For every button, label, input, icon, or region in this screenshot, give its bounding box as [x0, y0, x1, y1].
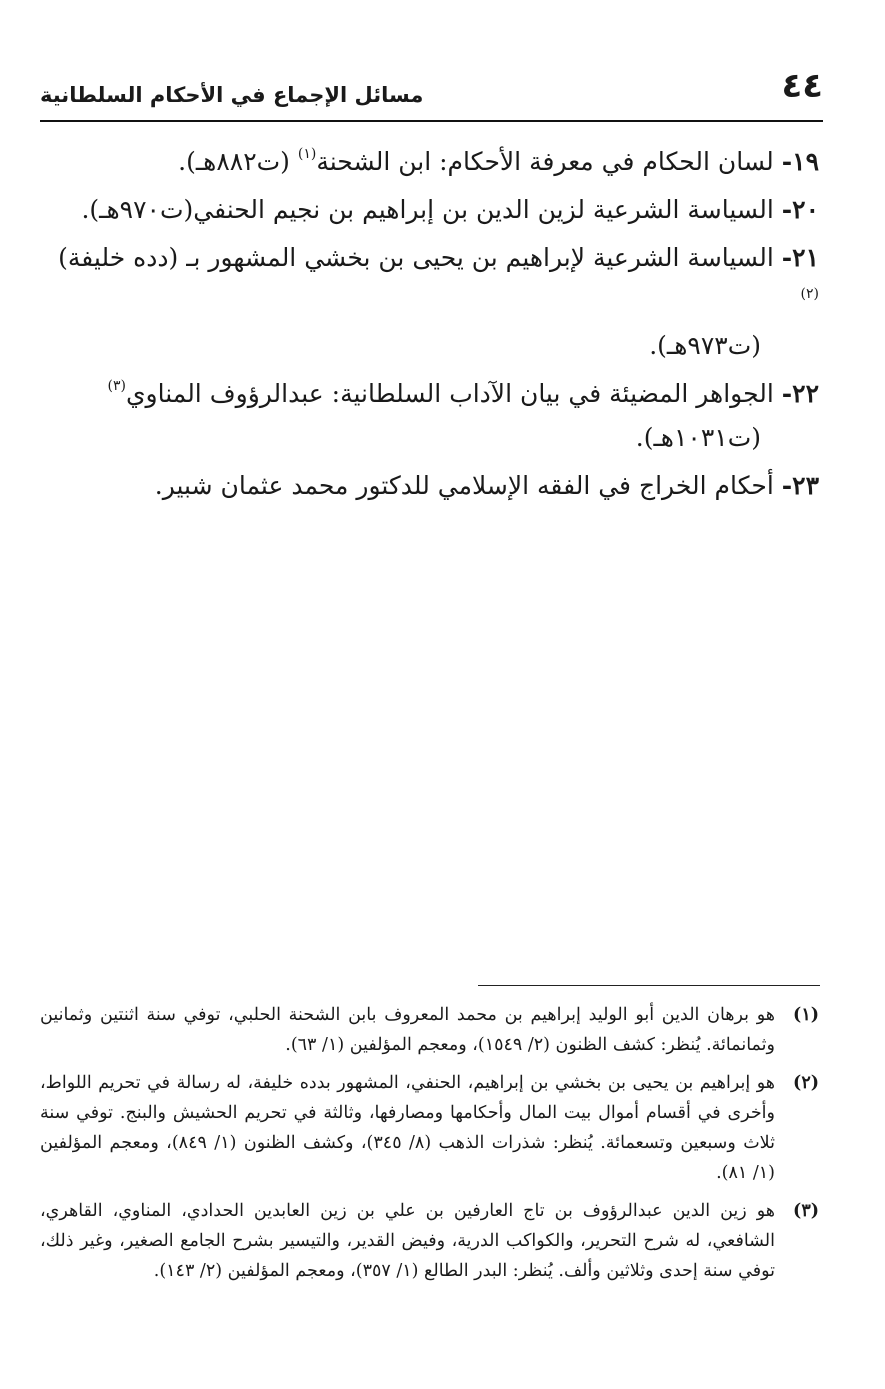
footnote-ref[interactable]: (٣): [107, 378, 126, 394]
footnote-number: (٢): [793, 1073, 819, 1093]
list-item: [40, 236, 819, 368]
item-number: ١٩-: [781, 147, 819, 176]
footnote-text: هو زين الدين عبدالرؤوف بن تاج العارفين بن علي بن زين العابدين الحدادي، المناوي، القاهري، الشافعي، له شرح التحرير، والكواكب الدرية، وفيض القدير، والتيسير بشرح الجامع الصغير، وغير ذلك، توفي سنة إحدى وثلاثين وألف. يُنظر: البدر الطالع (١/ ٣٥٧)، ومعجم المؤلفين (٢/ ١٤٣).: [40, 1201, 775, 1281]
footnote-text: هو إبراهيم بن يحيى بن بخشي بن إبراهيم، الحنفي، المشهور بدده خليفة، له رسالة في تحريم اللواط، وأخرى في أقسام أموال بيت المال وأحكامها ومصارفها، وثالثة في تحريم الحشيش والبنج. توفي سنة ثلاث وسبعين وتسعمائة. يُنظر: شذرات الذهب (٨/ ٣٤٥)، وكشف الظنون (١/ ٨٤٩)، ومعجم المؤلفين (١/ ٨١).: [40, 1073, 775, 1183]
page-number: ٤٤: [781, 66, 823, 106]
item-number: ٢٢-: [781, 379, 819, 408]
reference-list: [40, 140, 819, 512]
item-continuation: (ت١٠٣١هـ).: [635, 423, 761, 452]
item-number: ٢٣-: [781, 471, 819, 500]
item-text-tail: (ت٨٨٢هـ).: [178, 147, 298, 176]
list-item: [40, 140, 819, 184]
footnote-text: هو برهان الدين أبو الوليد إبراهيم بن محمد المعروف بابن الشحنة الحلبي، توفي سنة اثنتين وثمانين وثمانمائة. يُنظر: كشف الظنون (٢/ ١٥٤٩)، ومعجم المؤلفين (١/ ٦٣).: [40, 1005, 775, 1055]
list-item: [40, 464, 819, 508]
item-text: أحكام الخراج في الفقه الإسلامي للدكتور محمد عثمان شبير.: [154, 471, 774, 500]
footnote-number: (٣): [793, 1201, 819, 1221]
footnote-separator: [478, 985, 820, 986]
running-title: مسائل الإجماع في الأحكام السلطانية: [40, 83, 424, 107]
item-continuation: (ت٩٧٣هـ).: [649, 331, 761, 360]
item-text: الجواهر المضيئة في بيان الآداب السلطانية: عبدالرؤوف المناوي: [125, 379, 774, 408]
footnote: [40, 1000, 819, 1060]
footnote: [40, 1196, 819, 1286]
page-header: [40, 64, 823, 122]
item-text: السياسة الشرعية لإبراهيم بن يحيى بن بخشي المشهور بـ (دده خليفة): [58, 243, 774, 272]
list-item: [40, 372, 819, 460]
item-text: لسان الحكام في معرفة الأحكام: ابن الشحنة: [316, 147, 774, 176]
header-rule: [40, 120, 823, 122]
item-text: السياسة الشرعية لزين الدين بن إبراهيم بن نجيم الحنفي(ت٩٧٠هـ).: [81, 195, 774, 224]
footnote-ref[interactable]: (١): [297, 146, 317, 162]
footnote: [40, 1068, 819, 1188]
item-number: ٢١-: [781, 243, 819, 272]
footnote-number: (١): [793, 1005, 819, 1025]
footnotes-section: [40, 1000, 819, 1294]
footnote-ref[interactable]: (٢): [800, 286, 819, 302]
item-number: ٢٠-: [781, 195, 819, 224]
list-item: [40, 188, 819, 232]
